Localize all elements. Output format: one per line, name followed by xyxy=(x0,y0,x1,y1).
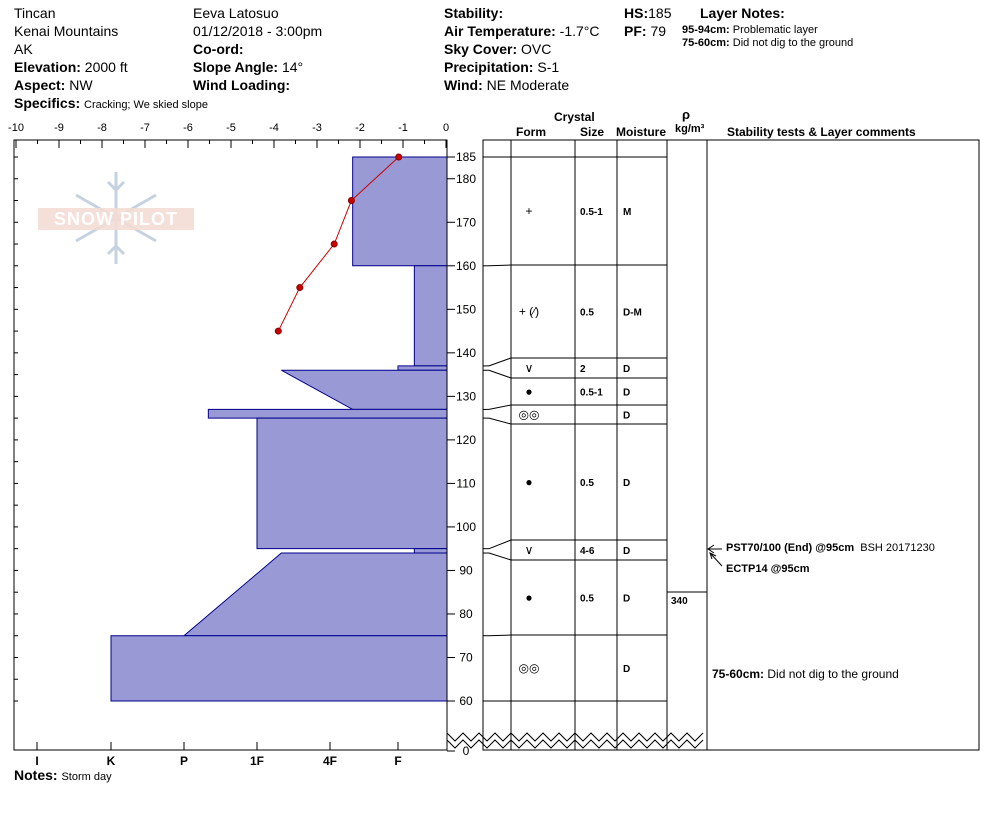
temperature-tick-label: -4 xyxy=(269,122,279,134)
stability-test: ECTP14 @95cm xyxy=(726,563,810,575)
grain-form: ● xyxy=(525,384,533,399)
temperature-tick-label: -9 xyxy=(54,122,64,134)
grain-size: 0.5 xyxy=(580,478,594,489)
crystal-header: Crystal xyxy=(554,110,595,124)
moisture: D xyxy=(623,410,631,422)
state: AK xyxy=(14,41,33,57)
hardness-tick-label: I xyxy=(35,754,39,768)
grain-form: ∨ xyxy=(524,361,534,375)
slope-angle: Slope Angle: 14° xyxy=(193,59,304,75)
grain-form: ● xyxy=(525,590,533,605)
grain-form: ◎◎ xyxy=(518,407,540,422)
hardness-layer xyxy=(414,549,447,553)
depth-tick-label: 90 xyxy=(459,563,473,578)
temperature-tick-label: -10 xyxy=(8,122,24,134)
form-header: Form xyxy=(516,125,546,139)
moisture: D xyxy=(623,546,631,557)
moisture: D-M xyxy=(623,307,642,319)
layer-connector xyxy=(489,405,511,409)
aspect: Aspect: NW xyxy=(14,77,93,93)
hardness-layer xyxy=(208,409,447,418)
moisture: D xyxy=(623,364,631,375)
density-value: 340 xyxy=(671,596,688,607)
depth-tick-label: 150 xyxy=(455,302,477,317)
temperature-tick-label: -2 xyxy=(355,122,365,134)
location: Tincan xyxy=(14,5,56,21)
snow-height: HS:185 xyxy=(624,5,672,21)
grain-form: + (⁄) xyxy=(518,304,540,319)
temperature-point xyxy=(396,154,402,160)
layer-connector xyxy=(489,553,511,560)
test-arrow xyxy=(710,553,722,566)
wind-loading: Wind Loading: xyxy=(193,77,291,93)
hardness-tick-label: K xyxy=(106,754,116,768)
grain-form: ∨ xyxy=(524,543,534,557)
depth-tick-label: 185 xyxy=(455,150,477,164)
layer-comment: 75-60cm: Did not dig to the ground xyxy=(712,667,899,681)
grain-form: ◎◎ xyxy=(518,661,540,675)
precipitation: Precipitation: S-1 xyxy=(444,59,560,75)
temperature-tick-label: -1 xyxy=(398,122,408,134)
temperature-tick-label: -3 xyxy=(312,122,322,134)
layer-connector xyxy=(489,418,511,424)
observer: Eeva Latosuo xyxy=(193,5,279,21)
hardness-layer xyxy=(257,418,447,549)
mountain-range: Kenai Mountains xyxy=(14,23,119,39)
hardness-layer xyxy=(111,636,447,701)
size-header: Size xyxy=(580,125,605,139)
layer-connector xyxy=(489,358,511,366)
wind: Wind: NE Moderate xyxy=(444,77,570,93)
elevation: Elevation: 2000 ft xyxy=(14,59,128,75)
date-time: 01/12/2018 - 3:00pm xyxy=(193,23,323,39)
depth-tick-label: 170 xyxy=(455,215,477,230)
hardness-tick-label: 1F xyxy=(249,754,265,768)
depth-tick-label: 110 xyxy=(456,476,476,491)
moisture-header: Moisture xyxy=(616,125,667,139)
depth-tick-label: 100 xyxy=(455,519,477,534)
grain-form: + xyxy=(525,204,533,218)
air-temperature: Air Temperature: -1.7°C xyxy=(444,23,600,39)
temperature-tick-label: -5 xyxy=(226,122,236,134)
depth-tick-label: 0 xyxy=(462,744,470,758)
moisture: D xyxy=(623,478,631,489)
hardness-tick-label: F xyxy=(394,754,402,768)
test-arrow xyxy=(708,545,722,553)
moisture: D xyxy=(623,664,631,675)
layer-note: 95-94cm: Problematic layer xyxy=(682,24,818,36)
grain-size: 0.5-1 xyxy=(580,387,603,399)
hardness-layer xyxy=(281,370,447,409)
temperature-tick-label: -7 xyxy=(140,122,150,134)
specifics: Specifics: Cracking; We skied slope xyxy=(14,95,208,111)
hardness-layer xyxy=(398,366,447,370)
layer-connector xyxy=(489,370,511,378)
grain-size: 0.5-1 xyxy=(580,207,603,218)
layer-notes-title: Layer Notes: xyxy=(700,5,785,21)
depth-tick-label: 160 xyxy=(455,258,477,273)
temperature-point xyxy=(348,198,354,204)
hardness-layer xyxy=(353,157,447,266)
temperature-tick-label: -8 xyxy=(97,122,107,134)
grain-size: 4-6 xyxy=(580,546,595,557)
moisture: M xyxy=(623,207,632,218)
depth-tick-label: 120 xyxy=(455,432,477,447)
depth-tick-label: 180 xyxy=(455,171,477,186)
temperature-tick-label: -6 xyxy=(183,122,193,134)
depth-tick-label: 130 xyxy=(455,389,477,404)
grain-size: 0.5 xyxy=(580,307,594,319)
grain-size: 2 xyxy=(580,364,586,375)
layer-note: 75-60cm: Did not dig to the ground xyxy=(682,37,854,49)
hardness-layer xyxy=(414,266,447,366)
depth-tick-label: 140 xyxy=(455,345,477,360)
grain-size: 0.5 xyxy=(580,593,594,605)
sky-cover: Sky Cover: OVC xyxy=(444,41,552,57)
temperature-point xyxy=(275,328,281,334)
temperature-point xyxy=(297,285,303,291)
hardness-tick-label: 4F xyxy=(322,754,338,768)
comments-header: Stability tests & Layer comments xyxy=(727,125,916,139)
moisture: D xyxy=(623,593,631,605)
layer-connector xyxy=(489,265,511,266)
stability: Stability: xyxy=(444,5,504,21)
layer-connector xyxy=(489,540,511,549)
notes: Notes: Storm day xyxy=(14,767,112,783)
depth-tick-label: 70 xyxy=(459,650,473,665)
depth-tick-label: 80 xyxy=(459,606,473,621)
coordinates: Co-ord: xyxy=(193,41,244,57)
hardness-tick-label: P xyxy=(179,754,189,768)
density-unit: kg/m³ xyxy=(675,123,705,135)
hardness-layer xyxy=(184,553,447,636)
layer-table-frame xyxy=(483,140,979,750)
density-symbol: ρ xyxy=(682,107,691,122)
grain-form: ● xyxy=(525,475,533,489)
layer-connector xyxy=(489,635,511,636)
depth-tick-label: 60 xyxy=(459,694,473,708)
stability-test: PST70/100 (End) @95cm BSH 20171230 xyxy=(726,542,935,554)
penetration-foot: PF: 79 xyxy=(624,23,667,39)
moisture: D xyxy=(623,387,631,399)
logo-text: SNOW PILOT xyxy=(38,208,194,230)
temperature-point xyxy=(331,241,337,247)
temperature-tick-label: 0 xyxy=(442,122,450,134)
